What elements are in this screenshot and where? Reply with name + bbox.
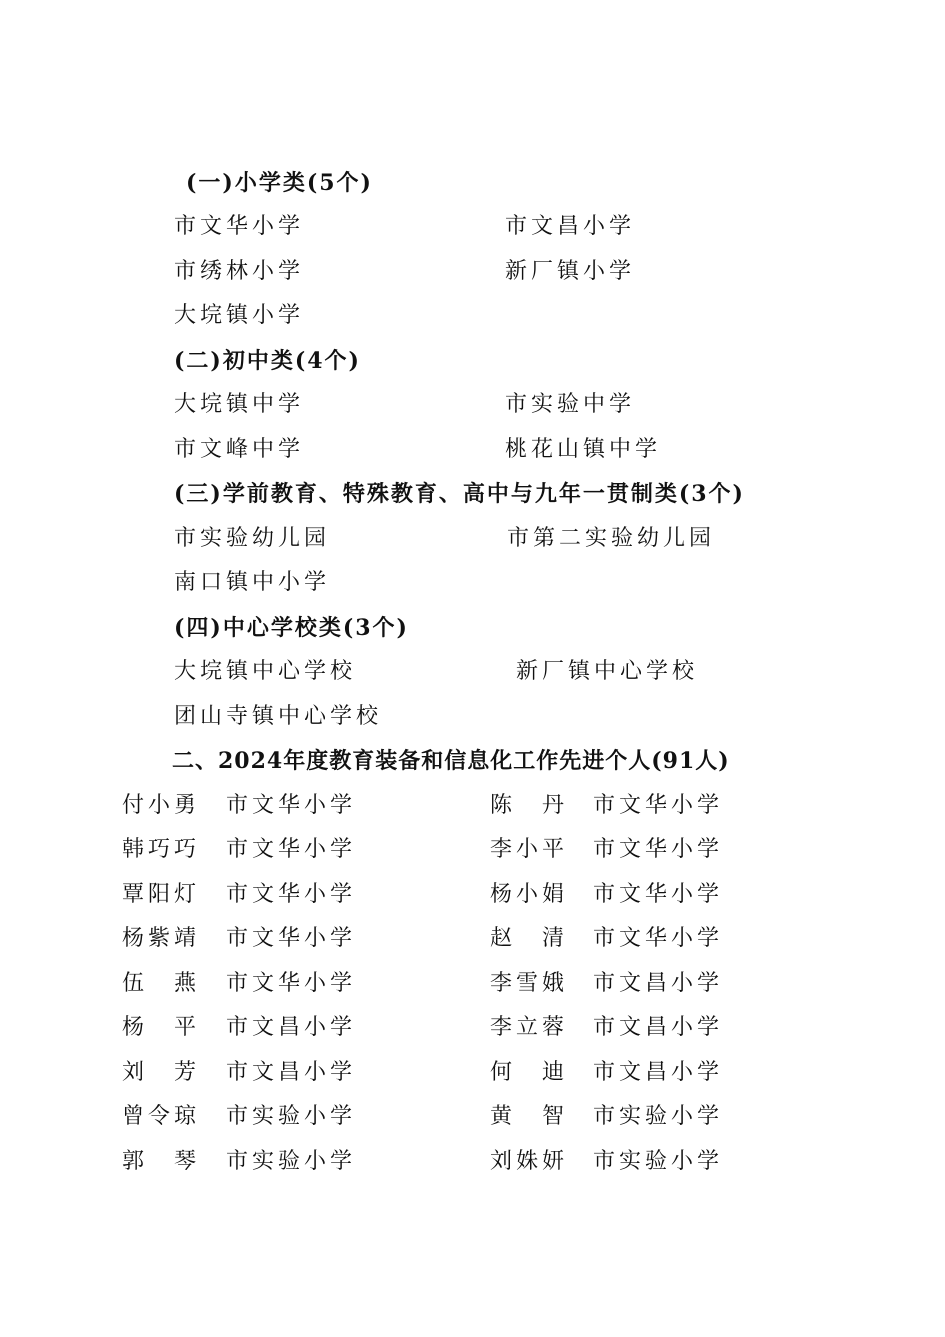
school-name: 桃花山镇中学 bbox=[505, 437, 662, 462]
person-row bbox=[0, 832, 945, 868]
person-name: 伍 燕 bbox=[122, 971, 201, 996]
school-name: 南口镇中小学 bbox=[174, 570, 331, 595]
person-name: 郭 琴 bbox=[122, 1149, 201, 1174]
person-name: 杨小娟 bbox=[490, 882, 569, 907]
person-row bbox=[0, 921, 945, 957]
school-row bbox=[0, 298, 945, 334]
person-school: 市实验小学 bbox=[593, 1149, 724, 1174]
school-row bbox=[0, 209, 945, 245]
category-heading-primary bbox=[0, 165, 945, 201]
school-row bbox=[0, 254, 945, 290]
person-row bbox=[0, 877, 945, 913]
school-row bbox=[0, 699, 945, 735]
person-school: 市文华小学 bbox=[226, 926, 357, 951]
school-row bbox=[0, 521, 945, 557]
person-school: 市文华小学 bbox=[226, 882, 357, 907]
school-name: 市第二实验幼儿园 bbox=[507, 526, 716, 551]
person-school: 市文华小学 bbox=[226, 793, 357, 818]
person-name: 李雪娥 bbox=[490, 971, 569, 996]
school-name: 市实验幼儿园 bbox=[174, 526, 331, 551]
person-name: 陈 丹 bbox=[490, 793, 569, 818]
person-school: 市文昌小学 bbox=[593, 1060, 724, 1085]
person-row bbox=[0, 1055, 945, 1091]
person-row bbox=[0, 1010, 945, 1046]
person-name: 何 迪 bbox=[490, 1060, 569, 1085]
school-name: 新厂镇中心学校 bbox=[516, 659, 699, 684]
school-name: 团山寺镇中心学校 bbox=[174, 704, 383, 729]
category-heading-junior bbox=[0, 343, 945, 379]
person-school: 市文昌小学 bbox=[593, 971, 724, 996]
school-name: 大垸镇中心学校 bbox=[174, 659, 357, 684]
school-row bbox=[0, 565, 945, 601]
person-name: 李小平 bbox=[490, 837, 569, 862]
school-name: 大垸镇中学 bbox=[174, 392, 305, 417]
person-name: 黄 智 bbox=[490, 1104, 569, 1129]
school-name: 市文华小学 bbox=[174, 214, 305, 239]
person-row bbox=[0, 1099, 945, 1135]
person-school: 市文华小学 bbox=[593, 793, 724, 818]
school-name: 大垸镇小学 bbox=[174, 303, 305, 328]
person-school: 市文昌小学 bbox=[226, 1015, 357, 1040]
heading-text: (一)小学类(5个) bbox=[186, 170, 373, 196]
person-name: 杨紫靖 bbox=[122, 926, 201, 951]
person-school: 市实验小学 bbox=[226, 1149, 357, 1174]
person-school: 市文华小学 bbox=[226, 971, 357, 996]
school-name: 市实验中学 bbox=[505, 392, 636, 417]
person-school: 市实验小学 bbox=[593, 1104, 724, 1129]
heading-text: (四)中心学校类(3个) bbox=[174, 615, 409, 641]
heading-text: (二)初中类(4个) bbox=[174, 348, 361, 374]
heading-text: 二、2024年度教育装备和信息化工作先进个人(91人) bbox=[172, 748, 730, 774]
school-row bbox=[0, 654, 945, 690]
person-row bbox=[0, 966, 945, 1002]
school-name: 市绣林小学 bbox=[174, 259, 305, 284]
person-school: 市实验小学 bbox=[226, 1104, 357, 1129]
person-name: 刘 芳 bbox=[122, 1060, 201, 1085]
person-school: 市文华小学 bbox=[593, 837, 724, 862]
person-name: 赵 清 bbox=[490, 926, 569, 951]
school-name: 新厂镇小学 bbox=[505, 259, 636, 284]
person-school: 市文华小学 bbox=[593, 882, 724, 907]
category-heading-center-school bbox=[0, 610, 945, 646]
school-row bbox=[0, 387, 945, 423]
person-row bbox=[0, 1144, 945, 1180]
school-row bbox=[0, 432, 945, 468]
person-school: 市文昌小学 bbox=[226, 1060, 357, 1085]
person-name: 付小勇 bbox=[122, 793, 201, 818]
person-school: 市文华小学 bbox=[593, 926, 724, 951]
section-heading-individuals bbox=[0, 743, 945, 779]
person-name: 杨 平 bbox=[122, 1015, 201, 1040]
school-name: 市文峰中学 bbox=[174, 437, 305, 462]
person-school: 市文华小学 bbox=[226, 837, 357, 862]
category-heading-preschool bbox=[0, 476, 945, 512]
person-name: 韩巧巧 bbox=[122, 837, 201, 862]
person-name: 覃阳灯 bbox=[122, 882, 201, 907]
school-name: 市文昌小学 bbox=[505, 214, 636, 239]
person-name: 曾令琼 bbox=[122, 1104, 201, 1129]
person-name: 刘姝妍 bbox=[490, 1149, 569, 1174]
heading-text: (三)学前教育、特殊教育、高中与九年一贯制类(3个) bbox=[174, 481, 745, 507]
person-name: 李立蓉 bbox=[490, 1015, 569, 1040]
person-row bbox=[0, 788, 945, 824]
person-school: 市文昌小学 bbox=[593, 1015, 724, 1040]
